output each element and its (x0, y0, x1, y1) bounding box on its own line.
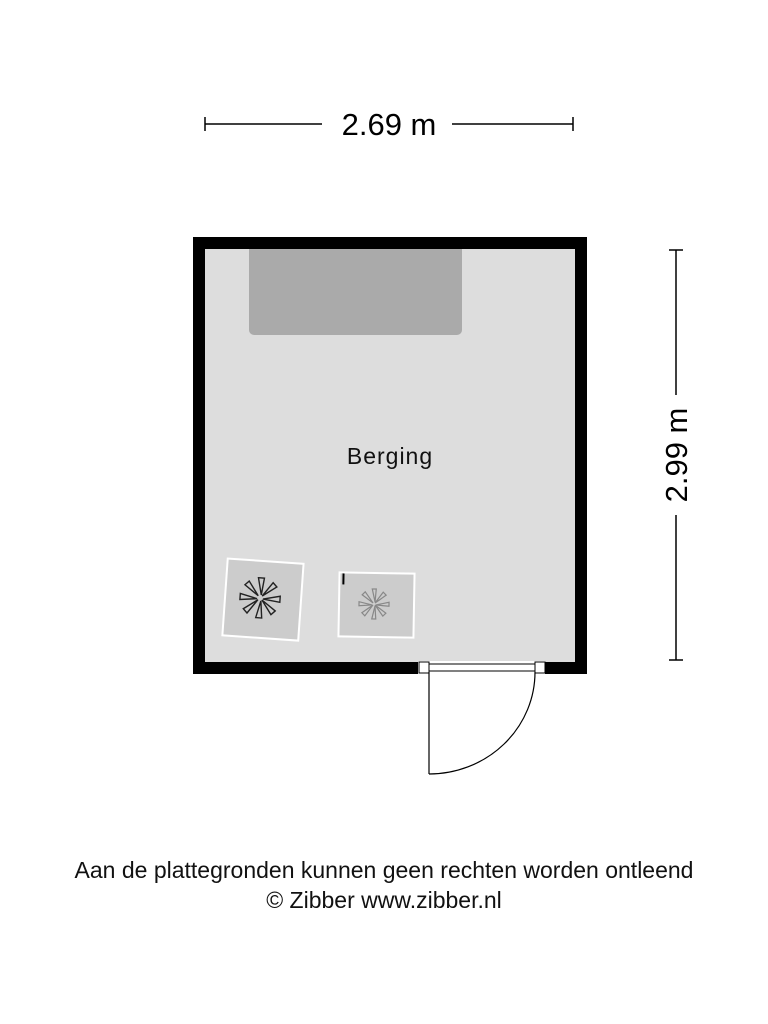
width-label: 2.69 m (341, 107, 437, 142)
door-swing-icon (418, 661, 545, 774)
washing-machine-icon (222, 559, 303, 641)
width-dimension (205, 107, 573, 142)
copyright-text: © Zibber www.zibber.nl (266, 887, 502, 913)
height-label: 2.99 m (659, 407, 694, 503)
footer (0, 855, 768, 915)
dryer-icon (338, 572, 414, 637)
disclaimer-text: Aan de plattegronden kunnen geen rechten worden ontleend (74, 857, 694, 883)
counter (249, 249, 462, 335)
height-dimension (659, 250, 694, 660)
room-label: Berging (346, 443, 434, 469)
